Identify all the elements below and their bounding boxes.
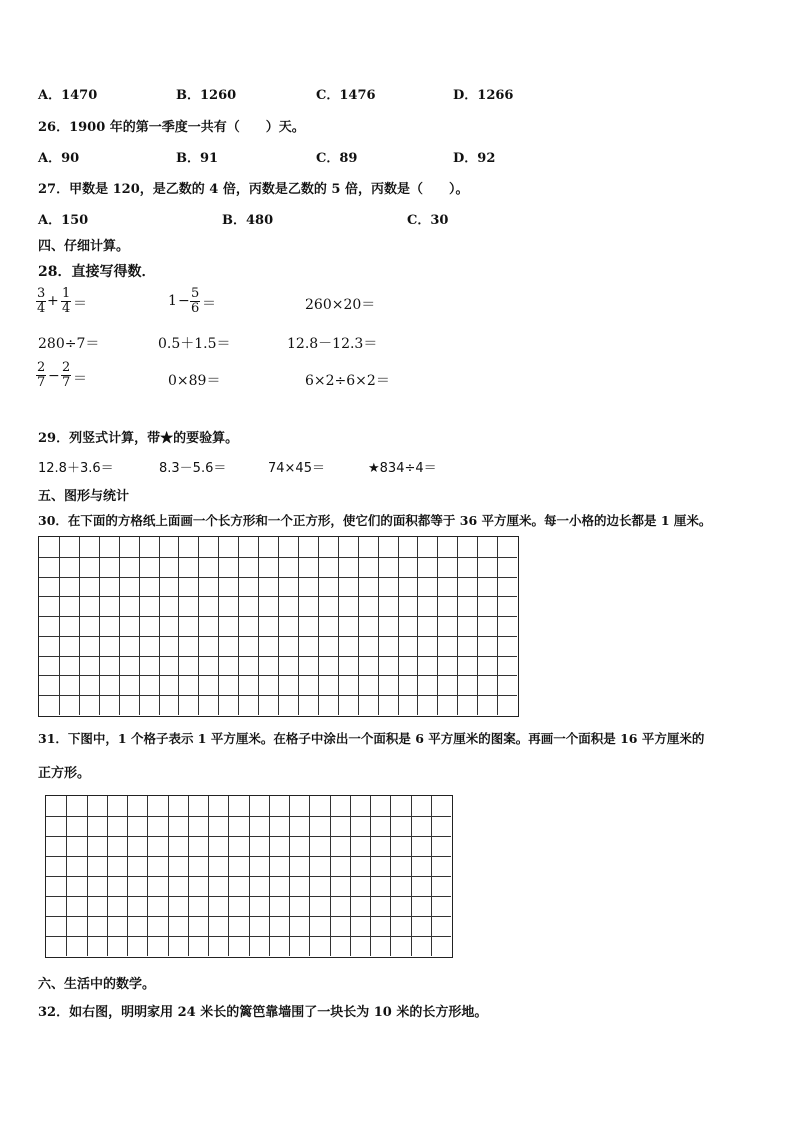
section-4-title: 四、仔细计算。 (38, 239, 130, 254)
q28-r3-expr-2: 0×89＝ (168, 373, 221, 389)
q28-r1-fraction-2 (61, 287, 71, 316)
q28-r1-fraction-3 (190, 287, 200, 316)
denominator: 4 (37, 301, 46, 316)
plus-sign: + (47, 293, 59, 309)
q31-grid-paper[interactable] (45, 795, 453, 958)
q29-item-2: 8.3－5.6＝ (159, 461, 227, 476)
q27-option-a: A．150 (38, 213, 89, 228)
q25-option-d: D．1266 (453, 88, 514, 103)
denominator: 7 (62, 375, 71, 390)
number-one: 1 (168, 293, 177, 309)
q29-item-1: 12.8＋3.6＝ (38, 461, 114, 476)
section-5-title: 五、图形与统计 (38, 489, 130, 504)
equals-sign: ＝ (73, 371, 87, 387)
q28-r2-expr-1: 280÷7＝ (38, 336, 100, 352)
q28-question: 28．直接写得数． (38, 264, 156, 280)
minus-sign: − (48, 368, 60, 384)
q26-option-a: A．90 (38, 151, 80, 166)
q28-r2-expr-3: 12.8－12.3＝ (287, 336, 378, 352)
numerator: 5 (191, 286, 200, 301)
q28-r2-expr-2: 0.5＋1.5＝ (158, 336, 231, 352)
q25-option-b: B．1260 (176, 88, 237, 103)
equals-sign: ＝ (202, 296, 216, 312)
grid-lines (46, 796, 452, 957)
q26-question: 26．1900 年的第一季度一共有（ ）天。 (38, 120, 305, 135)
q29-item-4: ★834÷4＝ (368, 461, 437, 476)
section-6-title: 六、生活中的数学。 (38, 977, 156, 992)
denominator: 6 (191, 301, 200, 316)
q31-question-line-2: 正方形。 (38, 766, 91, 781)
numerator: 3 (37, 286, 46, 301)
numerator: 2 (62, 360, 71, 375)
q29-question: 29．列竖式计算，带★的要验算。 (38, 431, 239, 446)
q27-question: 27．甲数是 120，是乙数的 4 倍，丙数是乙数的 5 倍，丙数是（ ）。 (38, 182, 469, 197)
q27-option-c: C．30 (407, 213, 449, 228)
q29-item-3: 74×45＝ (268, 461, 325, 476)
grid-lines (39, 537, 518, 716)
q30-question: 30．在下面的方格纸上面画一个长方形和一个正方形，使它们的面积都等于 36 平方厘米。每一小格的边长都是 1 厘米。 (38, 513, 712, 528)
q26-option-d: D．92 (453, 151, 496, 166)
numerator: 1 (62, 286, 71, 301)
q25-option-a: A．1470 (38, 88, 98, 103)
q28-r3-fraction-1 (36, 361, 46, 390)
q28-r3-expr-3: 6×2÷6×2＝ (305, 373, 390, 389)
denominator: 4 (62, 301, 71, 316)
q31-question-line-1: 31．下图中，1 个格子表示 1 平方厘米。在格子中涂出一个面积是 6 平方厘米的图案。再画一个面积是 16 平方厘米的 (38, 731, 705, 746)
minus-sign: − (178, 293, 190, 309)
q25-option-c: C．1476 (316, 88, 376, 103)
q30-grid-paper[interactable] (38, 536, 519, 717)
numerator: 2 (37, 360, 46, 375)
q26-option-c: C．89 (316, 151, 358, 166)
q27-option-b: B．480 (222, 213, 274, 228)
q26-option-b: B．91 (176, 151, 219, 166)
q28-r1-expr-3: 260×20＝ (305, 297, 376, 313)
q28-r1-fraction-1 (36, 287, 46, 316)
q32-question: 32．如右图，明明家用 24 米长的篱笆靠墙围了一块长为 10 米的长方形地。 (38, 1005, 488, 1020)
q28-r3-fraction-2 (61, 361, 71, 390)
equals-sign: ＝ (73, 296, 87, 312)
denominator: 7 (37, 375, 46, 390)
